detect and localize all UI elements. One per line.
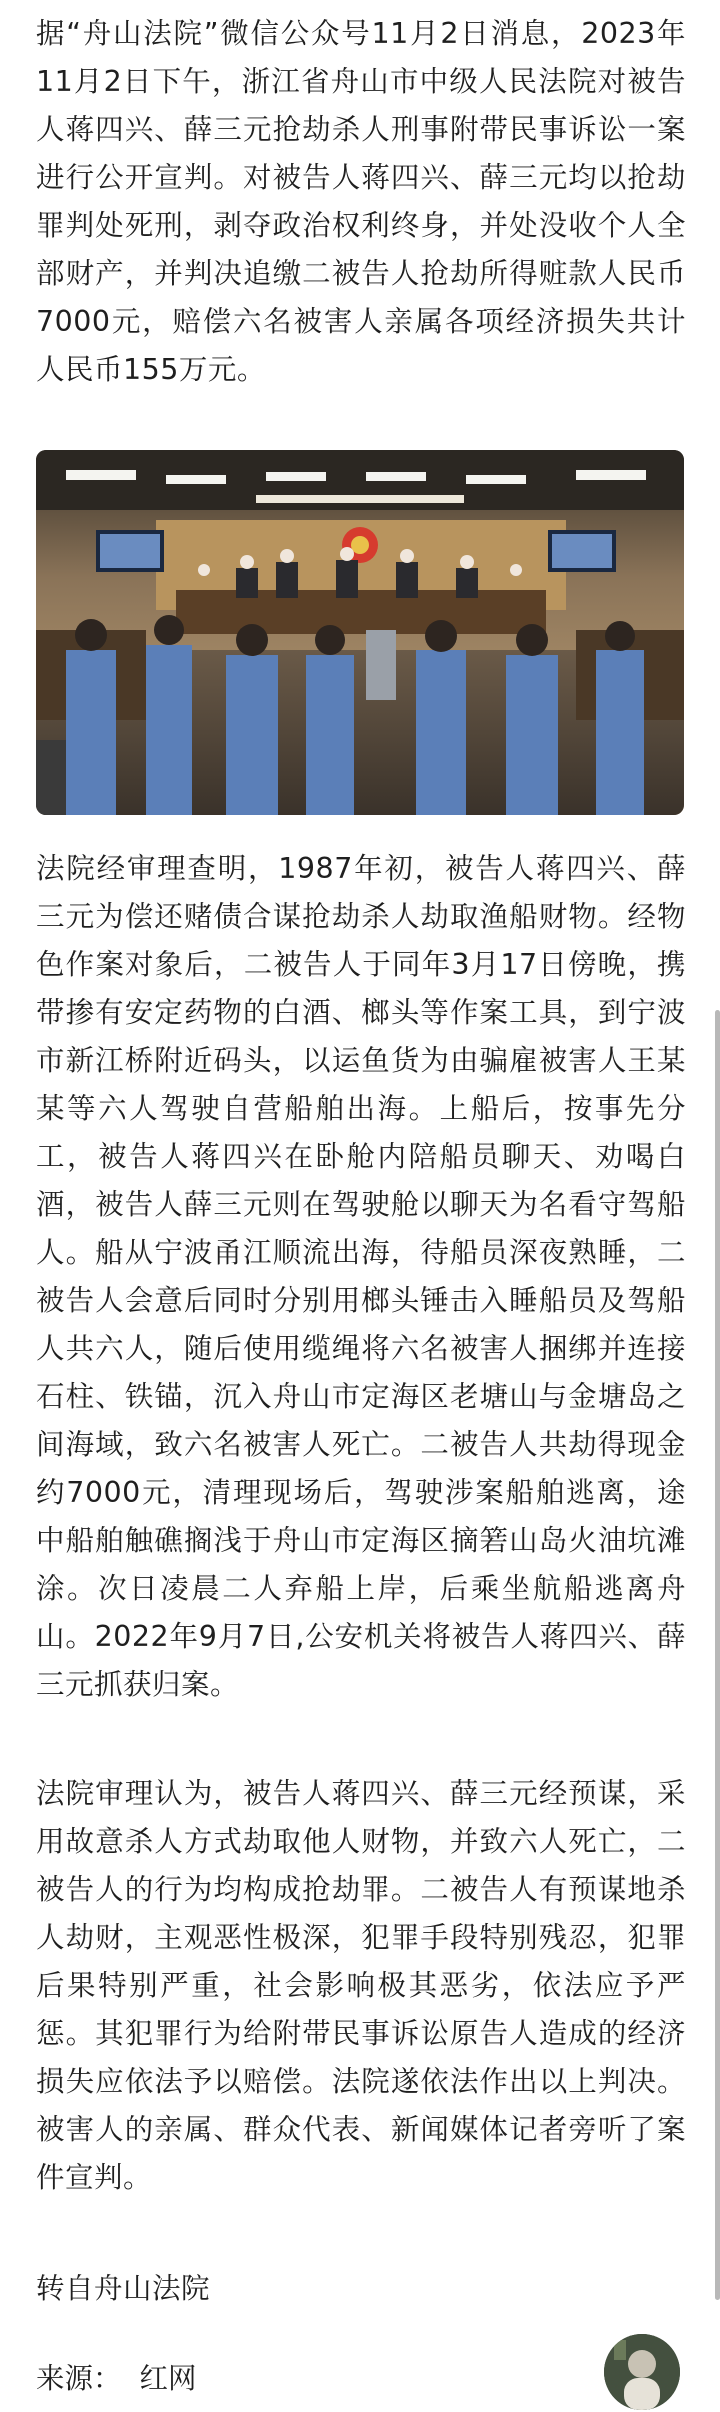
paragraph-ruling: 法院审理认为，被告人蒋四兴、薛三元经预谋，采用故意杀人方式劫取他人财物，并致六人死亡，二被告人的行为均构成抢劫罪。二被告人有预谋地杀人劫财，主观恶性极深，犯罪手段特别残忍，犯罪后果特别严重，社会影响极其恶劣，依法应予严惩。其犯罪行为给附带民事诉讼原告人造成的经济损失应依法予以赔偿。法院遂依法作出以上判决。被害人的亲属、群众代表、新闻媒体记者旁听了案件宣判。 bbox=[36, 1777, 686, 2194]
courtroom-photo bbox=[36, 450, 684, 815]
paragraph-repost: 转自舟山法院 bbox=[36, 2272, 211, 2305]
courtroom-illustration bbox=[36, 450, 684, 815]
source-line bbox=[36, 2355, 215, 2403]
source-label: 来源： bbox=[36, 2362, 122, 2395]
floating-avatar[interactable] bbox=[604, 2334, 680, 2410]
paragraph-intro: 据“舟山法院”微信公众号11月2日消息，2023年11月2日下午，浙江省舟山市中级人民法院对被告人蒋四兴、薛三元抢劫杀人刑事附带民事诉讼一案进行公开宣判。对被告人蒋四兴、薛三元均以抢劫罪判处死刑，剥夺政治权利终身，并处没收个人全部财产，并判决追缴二被告人抢劫所得赃款人民币7000元，赔偿六名被害人亲属各项经济损失共计人民币155万元。 bbox=[36, 17, 686, 386]
paragraph-facts: 法院经审理查明，1987年初，被告人蒋四兴、薛三元为偿还赌债合谋抢劫杀人劫取渔船财物。经物色作案对象后，二被告人于同年3月17日傍晚，携带掺有安定药物的白酒、榔头等作案工具，到宁波市新江桥附近码头，以运鱼货为由骗雇被害人王某某等六人驾驶自营船舶出海。上船后，按事先分工，被告人蒋四兴在卧舱内陪船员聊天、劝喝白酒，被告人薛三元则在驾驶舱以聊天为名看守驾船人。船从宁波甬江顺流出海，待船员深夜熟睡，二被告人会意后同时分别用榔头锤击入睡船员及驾船人共六人，随后使用缆绳将六名被害人捆绑并连接石柱、铁锚，沉入舟山市定海区老塘山与金塘岛之间海域，致六名被害人死亡。二被告人共劫得现金约7000元，清理现场后，驾驶涉案船舶逃离，途中船舶触礁搁浅于舟山市定海区摘箬山岛火油坑滩涂。次日凌晨二人弃船上岸，后乘坐航船逃离舟山。2022年9月7日,公安机关将被告人蒋四兴、薛三元抓获归案。 bbox=[36, 852, 686, 1701]
source-value: 红网 bbox=[139, 2362, 197, 2395]
scrollbar[interactable] bbox=[715, 1010, 720, 2300]
avatar-icon bbox=[604, 2334, 680, 2410]
